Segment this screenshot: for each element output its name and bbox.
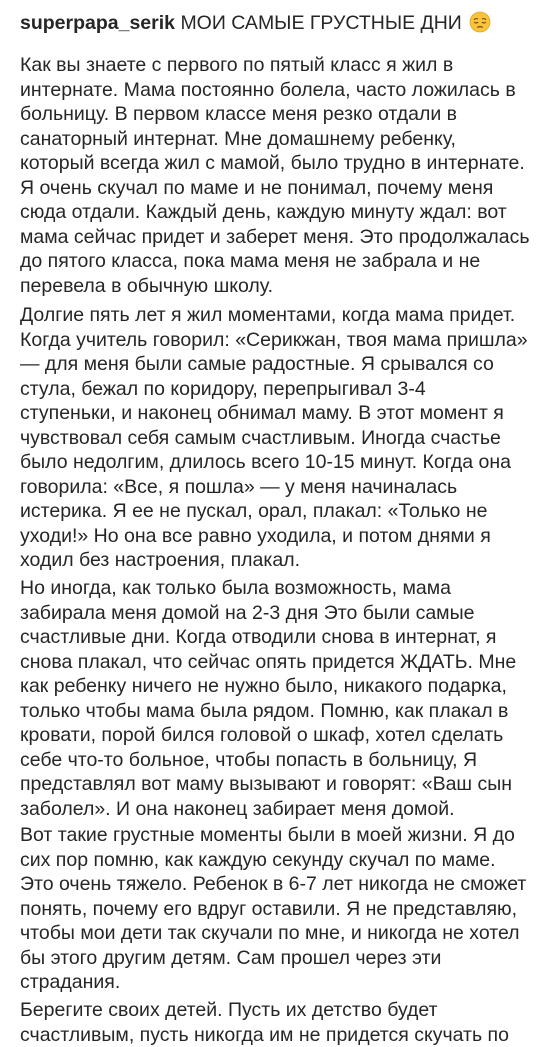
text-line: кровати, порой бился головой о шкаф, хотел сделать [20, 723, 516, 748]
text-line: Долгие пять лет я жил моментами, когда мама придет. [20, 303, 528, 328]
text-line: — для меня были самые радостные. Я срывался со [20, 352, 528, 377]
text-line: Когда учитель говорил: «Серикжан, твоя мама пришла» [20, 328, 528, 353]
text-line: Но иногда, как только была возможность, мама [20, 576, 516, 601]
text-line: чтобы мои дети так скучали по мне, и никогда не хотел [20, 921, 526, 946]
paragraph-2 [20, 303, 528, 573]
text-line: стула, бежал по коридору, перепрыгивал 3-4 [20, 377, 528, 402]
text-line: снова плакал, что сейчас опять придется ЖДАТЬ. Мне [20, 650, 516, 675]
paragraph-5 [20, 998, 509, 1047]
text-line: Это очень тяжело. Ребенок в 6-7 лет никогда не сможет [20, 872, 526, 897]
post-header [20, 8, 550, 38]
text-line: интернате. Мама постоянно болела, часто ложилась в [20, 78, 530, 103]
paragraph-1 [20, 53, 530, 298]
text-line: Я очень скучал по маме и не понимал, почему меня [20, 176, 530, 201]
text-line: представлял вот маму вызывают и говорят: «Ваш сын [20, 772, 516, 797]
post-caption [20, 8, 550, 38]
text-line: перевела в обычную школу. [20, 274, 530, 299]
text-line: мама сейчас придет и заберет меня. Это продолжалась [20, 225, 530, 250]
text-line: было недолгим, длилось всего 10-15 минут. Когда она [20, 450, 528, 475]
text-line: Берегите своих детей. Пусть их детство будет [20, 998, 509, 1023]
paragraph-3 [20, 576, 516, 821]
text-line: заболел». И она наконец забирает меня домой. [20, 797, 516, 822]
text-line: санаторный интернат. Мне домашнему ребенку, [20, 127, 530, 152]
text-line: ходил без настроения, плакал. [20, 548, 528, 573]
text-line: ступеньки, и наконец обнимал маму. В этот момент я [20, 401, 528, 426]
text-line: понять, почему его вдруг оставили. Я не представляю, [20, 897, 526, 922]
text-line: истерика. Я ее не пускал, орал, плакал: «Только не [20, 499, 528, 524]
text-line: бы этого другим детям. Сам прошел через эти [20, 946, 526, 971]
text-line: только чтобы мама была рядом. Помню, как плакал в [20, 699, 516, 724]
text-line: себе что-то больное, чтобы попасть в больницу, Я [20, 748, 516, 773]
text-line: говорила: «Все, я пошла» — у меня начиналась [20, 475, 528, 500]
text-line: уходи!» Но она все равно уходила, и потом днями я [20, 524, 528, 549]
text-line: который всегда жил с мамой, было трудно в интернате. [20, 151, 530, 176]
text-line: Вот такие грустные моменты были в моей жизни. Я до [20, 823, 526, 848]
text-line: Как вы знаете с первого по пятый класс я жил в [20, 53, 530, 78]
text-line: сих пор помню, как каждую секунду скучал по маме. [20, 848, 526, 873]
text-line: забирала меня домой на 2-3 дня Это были самые [20, 601, 516, 626]
pensive-face-emoji-icon [469, 11, 491, 33]
text-line: сюда отдали. Каждый день, каждую минуту ждал: вот [20, 200, 530, 225]
text-line: как ребенку ничего не нужно было, никакого подарка, [20, 674, 516, 699]
post-title: МОИ САМЫЕ ГРУСТНЫЕ ДНИ [180, 12, 461, 34]
text-line: страдания. [20, 970, 526, 995]
text-line: больницу. В первом классе меня резко отдали в [20, 102, 530, 127]
text-line: счастливым, пусть никогда им не придется скучать по [20, 1023, 509, 1047]
text-line: счастливые дни. Когда отводили снова в интернат, я [20, 625, 516, 650]
text-line: до пятого класса, пока мама меня не забрала и не [20, 249, 530, 274]
username-link[interactable]: superpapa_serik [20, 12, 175, 34]
text-line: чувствовал себя самым счастливым. Иногда счастье [20, 426, 528, 451]
paragraph-4 [20, 823, 526, 995]
